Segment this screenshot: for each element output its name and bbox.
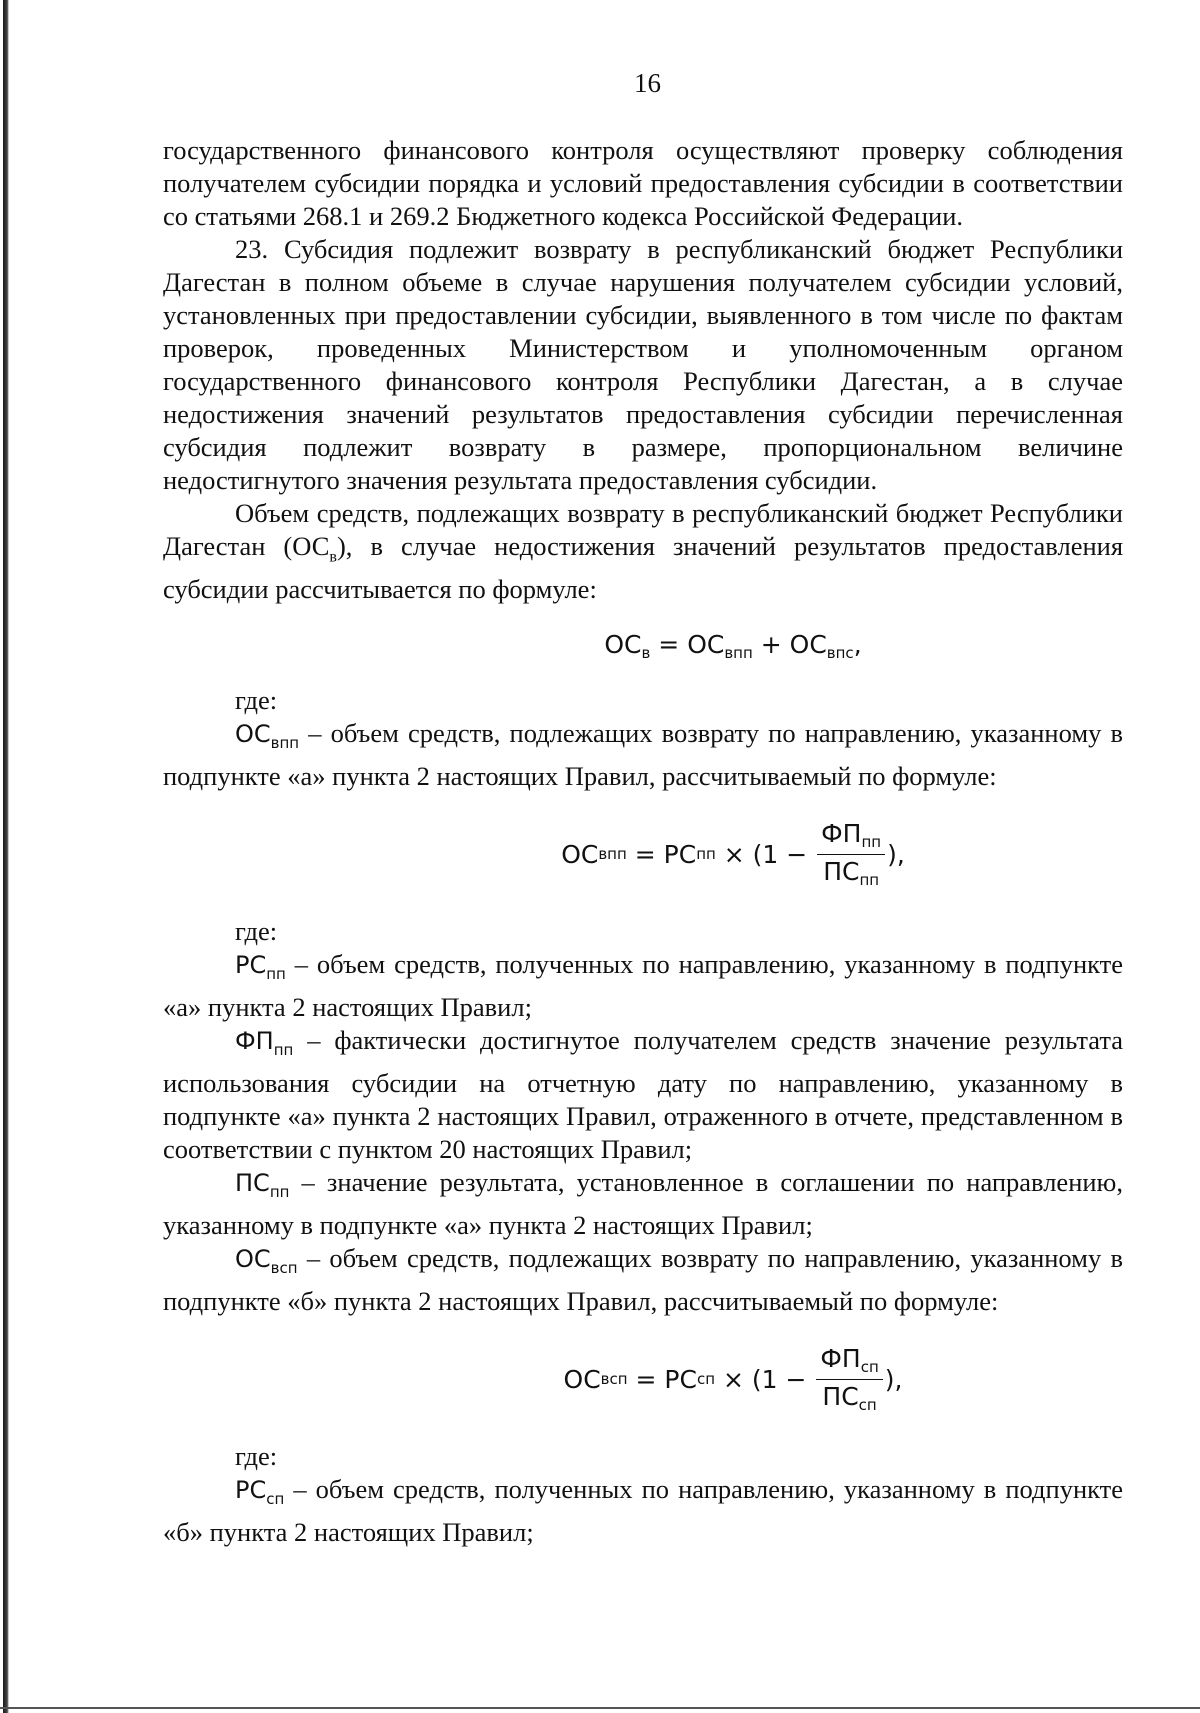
formula-operator: = [627, 1364, 665, 1394]
where-label: где: [235, 1441, 278, 1472]
formula-subscript: сп [696, 1369, 716, 1388]
document-body [163, 134, 1123, 1549]
formula-symbol: РС [664, 1364, 697, 1394]
formula-row [561, 793, 905, 915]
formula-operator: × (1 − [715, 839, 816, 869]
formula-fraction [816, 1343, 882, 1414]
formula-symbol: РС [663, 839, 697, 869]
formula-symbol: ОС [563, 1364, 601, 1394]
formula-operator: = [626, 839, 664, 869]
where-label: где: [235, 916, 278, 947]
term-symbol: ОС [235, 1245, 271, 1274]
paragraph-refund-volume [163, 497, 1123, 606]
formula-symbol: ФП [821, 818, 862, 848]
fraction-denominator [818, 1380, 880, 1413]
paragraph-text-start: Объем средств, подлежащих возврату в республиканский бюджет Республики Дагестан (ОС [163, 498, 1123, 561]
definition-term [235, 1245, 298, 1278]
definition-osvpp [163, 717, 1123, 793]
formula-punctuation: ), [884, 1364, 903, 1394]
definition-term [235, 1027, 294, 1060]
formula-operator: + [752, 630, 790, 660]
definition-text: – объем средств, полученных по направлению, указанному в подпункте «а» пункта 2 настоящих Правил; [163, 949, 1123, 1023]
definition-fppp [163, 1024, 1123, 1166]
formula-punctuation: ), [887, 839, 905, 869]
definition-term [235, 951, 286, 984]
definition-rssp [163, 1473, 1123, 1549]
definition-term [235, 1169, 290, 1202]
formula-subscript: в [641, 644, 651, 663]
formula-symbol: ОС [687, 630, 725, 660]
formula-symbol: ПС [823, 856, 860, 886]
formula-symbol: ФП [820, 1343, 861, 1373]
term-subscript: пп [269, 1183, 290, 1202]
formula-symbol: ОС [604, 630, 642, 660]
definition-text: – объем средств, подлежащих возврату по направлению, указанному в подпункте «б» пункта 2 настоящих Правил, рассчитываемый по формуле: [163, 1243, 1123, 1317]
page-number: 16 [634, 68, 661, 98]
fraction-numerator [816, 1343, 882, 1380]
fraction-numerator [817, 818, 885, 855]
formula-subscript: впп [724, 644, 753, 663]
term-symbol: ПС [235, 1169, 270, 1198]
definition-text: – объем средств, полученных по направлению, указанному в подпункте «б» пункта 2 настоящих Правил; [163, 1474, 1123, 1548]
formula-subscript: сп [860, 1357, 879, 1376]
term-subscript: впп [270, 734, 300, 753]
term-symbol: ОС [235, 720, 271, 749]
definition-text: – объем средств, подлежащих возврату по направлению, указанному в подпункте «а» пункта 2 настоящих Правил, рассчитываемый по формуле: [163, 718, 1123, 792]
scan-bottom-edge [0, 1707, 1200, 1709]
formula-subscript: пп [859, 870, 880, 889]
term-subscript: всп [270, 1259, 298, 1278]
formula-subscript: впп [598, 844, 627, 863]
formula-subscript: всп [600, 1369, 628, 1388]
term-subscript: пп [266, 965, 286, 984]
formula-osvsp [163, 1318, 1123, 1440]
definition-osvsp [163, 1242, 1123, 1318]
where-label: где: [235, 685, 278, 716]
definition-term [235, 1476, 285, 1509]
paragraph-23: 23. Субсидия подлежит возврату в республиканский бюджет Республики Дагестан в полном объеме в случае нарушения получателем субсидии условий, установленных при предоставлении субсидии, выявленного в том числе по фактам проверок, проведенных Министерством и уполномоченным органом государственного финансового контроля Республики Дагестан, а в случае недостижения значений результатов предоставления субсидии перечисленная субсидия подлежит возврату в размере, пропорциональном величине недостигнутого значения результата предоставления субсидии. [163, 234, 1123, 495]
definition-text: – значение результата, установленное в соглашении по направлению, указанному в подпункте «а» пункта 2 настоящих Правил; [163, 1167, 1123, 1241]
formula-symbol: ОС [789, 630, 827, 660]
fraction-denominator [819, 855, 883, 888]
subscript: в [329, 548, 337, 566]
formula-subscript: пп [696, 844, 716, 863]
formula-operator: = [650, 630, 688, 660]
term-symbol: ФП [235, 1027, 274, 1056]
formula-symbol: ОС [561, 839, 599, 869]
definition-pspp [163, 1166, 1123, 1242]
formula-osvpp [163, 793, 1123, 915]
paragraph-text-end: ), в случае недостижения значений результатов предоставления субсидии рассчитывается по формуле: [163, 531, 1124, 605]
definition-term [235, 720, 300, 753]
formula-subscript: впс [826, 644, 854, 663]
definition-rspp [163, 948, 1123, 1024]
term-subscript: пп [273, 1041, 294, 1060]
paragraph-continuation: государственного финансового контроля осуществляют проверку соблюдения получателем субсидии порядка и условий предоставления субсидии в соответствии со статьями 268.1 и 269.2 Бюджетного кодекса Российской Федерации. [163, 135, 1123, 231]
formula-operator: × (1 − [715, 1364, 815, 1394]
formula-row [564, 1318, 903, 1440]
formula-subscript: сп [858, 1395, 877, 1414]
scan-left-edge [3, 0, 9, 1713]
formula-subscript: пп [861, 832, 882, 851]
formula-total-refund [163, 606, 1123, 684]
definition-text: – фактически достигнутое получателем средств значение результата использования субсидии на отчетную дату по направлению, указанному в подпункте «а» пункта 2 настоящих Правил, отраженного в отчете, представленном в соответствии с пунктом 20 настоящих Правил; [163, 1025, 1123, 1165]
term-symbol: РС [235, 1476, 267, 1505]
formula-symbol: ПС [822, 1381, 859, 1411]
term-symbol: РС [235, 951, 267, 980]
formula-punctuation: , [853, 630, 862, 660]
term-subscript: сп [266, 1490, 285, 1509]
formula-fraction [817, 818, 885, 889]
